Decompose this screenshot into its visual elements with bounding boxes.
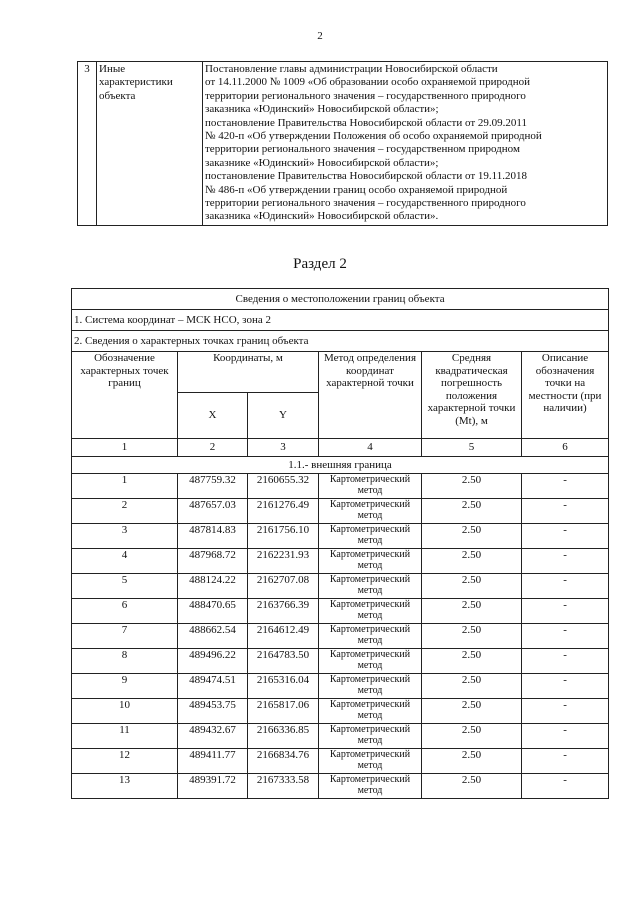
coord-x: 489411.77: [178, 749, 248, 774]
accuracy: 2.50: [422, 699, 522, 724]
description: -: [522, 774, 609, 799]
method: Картометрический метод: [319, 724, 422, 749]
row-text-line: Постановление главы администрации Новосибирской области: [205, 63, 498, 75]
row-text-line: от 14.11.2000 № 1009 «Об образовании особо охраняемой природной: [205, 76, 531, 89]
column-number: 5: [422, 439, 522, 457]
coord-x: 487657.03: [178, 499, 248, 524]
description: -: [522, 574, 609, 599]
method: Картометрический метод: [319, 774, 422, 799]
method: Картометрический метод: [319, 499, 422, 524]
column-number: 4: [319, 439, 422, 457]
group-label: 1.1.- внешняя граница: [72, 457, 609, 474]
column-number: 3: [248, 439, 319, 457]
coord-y: 2163766.39: [248, 599, 319, 624]
characteristics-table: [77, 61, 608, 226]
table-row: [72, 674, 609, 699]
header-x: X: [178, 393, 248, 439]
accuracy: 2.50: [422, 674, 522, 699]
row-text-line: заказника «Юдинский» Новосибирской области».: [205, 210, 439, 223]
table-row: [72, 624, 609, 649]
point-number: 13: [72, 774, 178, 799]
column-number: 1: [72, 439, 178, 457]
method: Картометрический метод: [319, 599, 422, 624]
row-number: 3: [78, 62, 97, 226]
description: -: [522, 474, 609, 499]
accuracy: 2.50: [422, 549, 522, 574]
points-info: 2. Сведения о характерных точках границ объекта: [72, 331, 609, 352]
method: Картометрический метод: [319, 524, 422, 549]
point-number: 1: [72, 474, 178, 499]
table-title: Сведения о местоположении границ объекта: [72, 289, 609, 310]
table-row: [72, 549, 609, 574]
point-number: 11: [72, 724, 178, 749]
point-number: 3: [72, 524, 178, 549]
coord-y: 2166834.76: [248, 749, 319, 774]
method: Картометрический метод: [319, 574, 422, 599]
coord-x: 489496.22: [178, 649, 248, 674]
accuracy: 2.50: [422, 524, 522, 549]
row-name-line: объекта: [99, 89, 136, 102]
row-text-line: № 486-п «Об утверждении границ особо охраняемой природной: [205, 183, 508, 196]
row-text-line: территории регионального значения – государственного природного: [205, 89, 526, 102]
accuracy: 2.50: [422, 499, 522, 524]
coord-y: 2166336.85: [248, 724, 319, 749]
coord-y: 2160655.32: [248, 474, 319, 499]
accuracy: 2.50: [422, 474, 522, 499]
description: -: [522, 674, 609, 699]
coord-x: 487814.83: [178, 524, 248, 549]
table-row: [72, 649, 609, 674]
description: -: [522, 624, 609, 649]
coord-x: 488662.54: [178, 624, 248, 649]
table-row: [72, 574, 609, 599]
method: Картометрический метод: [319, 699, 422, 724]
header-coords: Координаты, м: [178, 352, 319, 393]
coord-x: 489432.67: [178, 724, 248, 749]
table-row: [72, 599, 609, 624]
column-numbers-row: [72, 439, 609, 457]
coord-x: 487759.32: [178, 474, 248, 499]
coord-x: 487968.72: [178, 549, 248, 574]
table-row: [72, 749, 609, 774]
table-row: [72, 774, 609, 799]
coord-y: 2161276.49: [248, 499, 319, 524]
column-number: 2: [178, 439, 248, 457]
method: Картометрический метод: [319, 674, 422, 699]
row-name: [97, 62, 203, 226]
coord-y: 2162231.93: [248, 549, 319, 574]
page-number: 2: [317, 30, 323, 42]
header-accuracy: Средняя квадратическая погрешность положения характерной точки (Mt), м: [422, 352, 522, 439]
description: -: [522, 724, 609, 749]
point-number: 10: [72, 699, 178, 724]
description: -: [522, 524, 609, 549]
coord-y: 2164612.49: [248, 624, 319, 649]
point-number: 6: [72, 599, 178, 624]
table-row: [72, 524, 609, 549]
accuracy: 2.50: [422, 749, 522, 774]
characteristics-row: [78, 62, 608, 226]
description: -: [522, 749, 609, 774]
coord-x: 489391.72: [178, 774, 248, 799]
row-text-line: постановление Правительства Новосибирской области от 19.11.2018: [205, 170, 527, 183]
header-designation: Обозначение характерных точек границ: [72, 352, 178, 439]
coord-x: 488470.65: [178, 599, 248, 624]
accuracy: 2.50: [422, 574, 522, 599]
point-number: 2: [72, 499, 178, 524]
table-row: [72, 724, 609, 749]
header-y: Y: [248, 393, 319, 439]
accuracy: 2.50: [422, 649, 522, 674]
accuracy: 2.50: [422, 624, 522, 649]
method: Картометрический метод: [319, 549, 422, 574]
coord-system: 1. Система координат – МСК НСО, зона 2: [72, 310, 609, 331]
point-number: 12: [72, 749, 178, 774]
header-method: Метод определения координат характерной точки: [319, 352, 422, 439]
section-title: Раздел 2: [293, 256, 347, 272]
point-number: 4: [72, 549, 178, 574]
point-number: 7: [72, 624, 178, 649]
table-row: [72, 499, 609, 524]
coord-y: 2162707.08: [248, 574, 319, 599]
row-text-line: территории регионального значения – государственного природного: [205, 197, 526, 210]
coord-y: 2165316.04: [248, 674, 319, 699]
boundary-points-table: [71, 288, 609, 799]
row-name-line: Иные: [99, 63, 126, 75]
accuracy: 2.50: [422, 599, 522, 624]
row-text-line: постановление Правительства Новосибирской области от 29.09.2011: [205, 116, 527, 129]
coord-x: 489474.51: [178, 674, 248, 699]
accuracy: 2.50: [422, 724, 522, 749]
table-row: [72, 474, 609, 499]
point-number: 9: [72, 674, 178, 699]
row-text-line: заказнике «Юдинский» Новосибирской области»;: [205, 156, 439, 169]
accuracy: 2.50: [422, 774, 522, 799]
point-number: 5: [72, 574, 178, 599]
method: Картометрический метод: [319, 749, 422, 774]
row-text-line: № 420-п «Об утверждении Положения об особо охраняемой природной: [205, 130, 542, 143]
description: -: [522, 649, 609, 674]
coord-y: 2161756.10: [248, 524, 319, 549]
coord-x: 489453.75: [178, 699, 248, 724]
row-text: [203, 62, 608, 226]
method: Картометрический метод: [319, 649, 422, 674]
description: -: [522, 699, 609, 724]
header-description: Описание обозначения точки на местности (при наличии): [522, 352, 609, 439]
coord-y: 2164783.50: [248, 649, 319, 674]
description: -: [522, 549, 609, 574]
coord-y: 2167333.58: [248, 774, 319, 799]
row-name-line: характеристики: [99, 76, 173, 89]
table-row: [72, 699, 609, 724]
method: Картометрический метод: [319, 624, 422, 649]
column-number: 6: [522, 439, 609, 457]
description: -: [522, 499, 609, 524]
row-text-line: территории регионального значения – государственном природном: [205, 143, 520, 156]
description: -: [522, 599, 609, 624]
method: Картометрический метод: [319, 474, 422, 499]
row-text-line: заказника «Юдинский» Новосибирской области»;: [205, 103, 439, 116]
coord-y: 2165817.06: [248, 699, 319, 724]
point-number: 8: [72, 649, 178, 674]
coord-x: 488124.22: [178, 574, 248, 599]
